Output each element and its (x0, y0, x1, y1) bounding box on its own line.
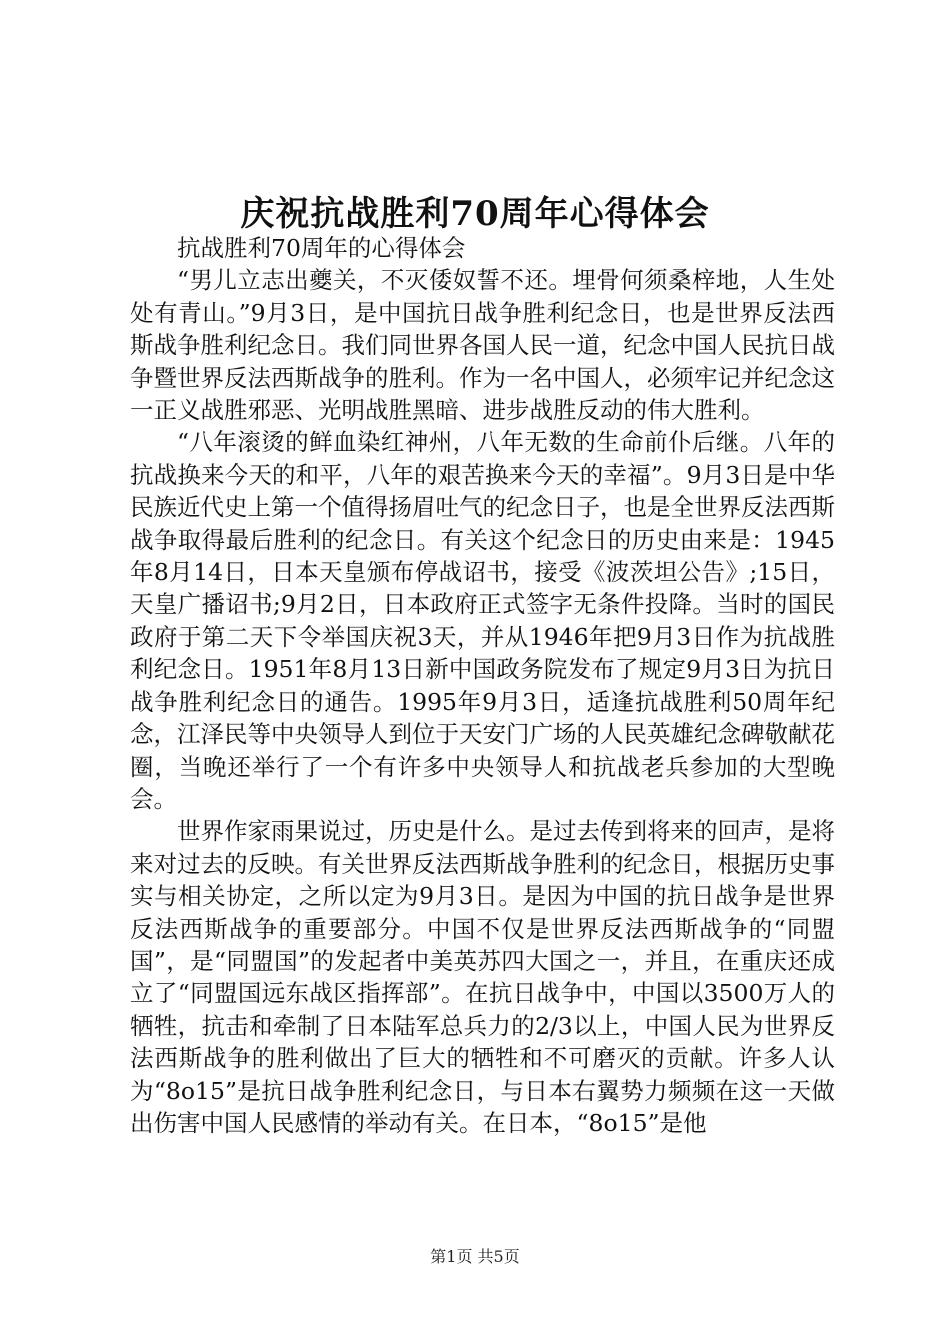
body-paragraph: 世界作家雨果说过，历史是什么。是过去传到将来的回声，是将来对过去的反映。有关世界反法西斯战争胜利的纪念日，根据历史事实与相关协定，之所以定为9月3日。是因为中国的抗日战争是世界反法西斯战争的重要部分。中国不仅是世界反法西斯战争的“同盟国”，是“同盟国”的发起者中美英苏四大国之一，并且，在重庆还成立了“同盟国远东战区指挥部”。在抗日战争中，中国以3500万人的牺牲，抗击和牵制了日本陆军总兵力的2/3以上，中国人民为世界反法西斯战争的胜利做出了巨大的牺牲和不可磨灭的贡献。许多人认为“8o15”是抗日战争胜利纪念日，与日本右翼势力频频在这一天做出伤害中国人民感情的举动有关。在日本，“8o15”是他 (130, 817, 835, 1137)
body-paragraph: “男儿立志出夔关，不灭倭奴誓不还。埋骨何须桑梓地，人生处处有青山。”9月3日，是中国抗日战争胜利纪念日，也是世界反法西斯战争胜利纪念日。我们同世界各国人民一道，纪念中国人民抗日战争暨世界反法西斯战争的胜利。作为一名中国人，必须牢记并纪念这一正义战胜邪恶、光明战胜黑暗、进步战胜反动的伟大胜利。 (130, 266, 835, 425)
subtitle-paragraph: 抗战胜利70周年的心得体会 (177, 234, 466, 262)
document-title: 庆祝抗战胜利70周年心得体会 (240, 194, 710, 234)
page-footer: 第1页 共5页 (430, 1247, 520, 1266)
body-paragraph: “八年滚烫的鲜血染红神州，八年无数的生命前仆后继。八年的抗战换来今天的和平，八年的艰苦换来今天的幸福”。9月3日是中华民族近代史上第一个值得扬眉吐气的纪念日子，也是全世界反法西斯战争取得最后胜利的纪念日。有关这个纪念日的历史由来是：1945年8月14日，日本天皇颁布停战诏书，接受《波茨坦公告》;15日，天皇广播诏书;9月2日，日本政府正式签字无条件投降。当时的国民政府于第二天下令举国庆祝3天，并从1946年把9月3日作为抗战胜利纪念日。1951年8月13日新中国政务院发布了规定9月3日为抗日战争胜利纪念日的通告。1995年9月3日，适逢抗战胜利50周年纪念，江泽民等中央领导人到位于天安门广场的人民英雄纪念碑敬献花圈，当晚还举行了一个有许多中央领导人和抗战老兵参加的大型晚会。 (130, 428, 835, 813)
document-body (130, 232, 835, 1139)
